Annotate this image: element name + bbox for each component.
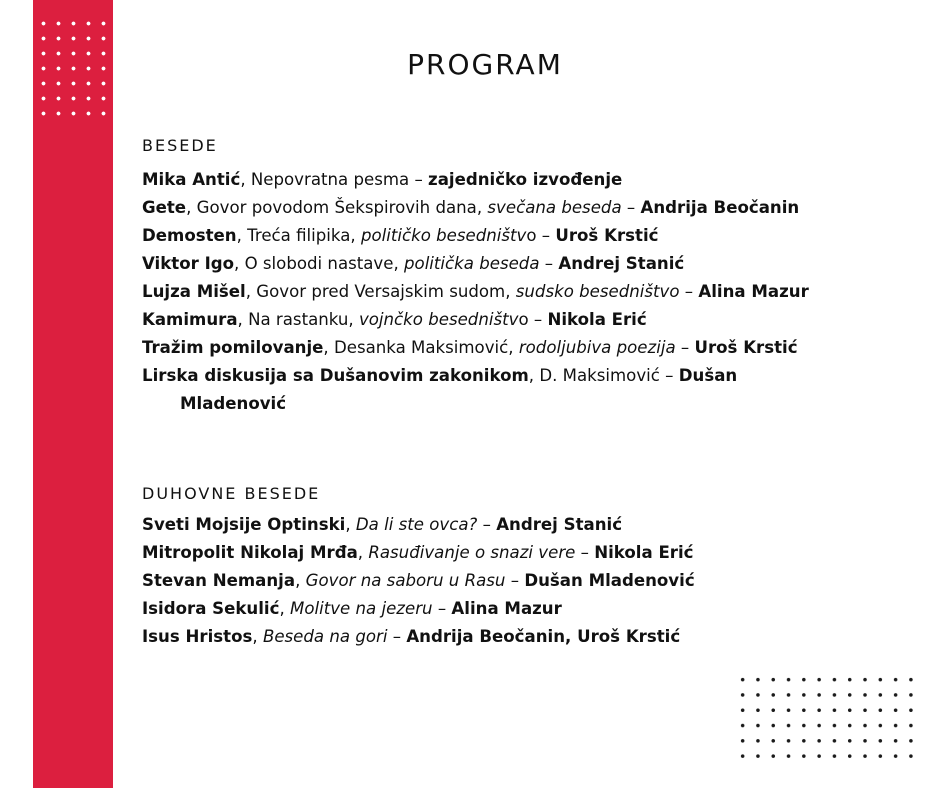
item-separator: –	[679, 282, 699, 301]
program-item	[142, 595, 902, 623]
item-performer: Nikola Erić	[547, 310, 647, 329]
item-author: Mika Antić	[142, 170, 241, 189]
item-separator: –	[505, 571, 525, 590]
item-performer: Nikola Erić	[594, 543, 694, 562]
section-heading-besede: BESEDE	[142, 136, 218, 155]
item-genre: političko besedništv	[360, 226, 527, 245]
item-performer: Andrej Stanić	[558, 254, 685, 273]
item-author: Demosten	[142, 226, 237, 245]
item-performer: Alina Mazur	[698, 282, 809, 301]
item-genre: Beseda na gori	[262, 627, 388, 646]
item-performer: Alina Mazur	[451, 599, 562, 618]
section-heading-duhovne-besede: DUHOVNE BESEDE	[142, 484, 321, 503]
item-text: ,	[345, 515, 356, 534]
program-item	[142, 539, 902, 567]
item-separator: o –	[518, 310, 548, 329]
item-text: , O slobodi nastave,	[234, 254, 405, 273]
item-separator: –	[621, 198, 641, 217]
item-text: ,	[252, 627, 263, 646]
item-performer-continued: Mladenović	[180, 394, 287, 413]
item-genre: Rasuđivanje o snazi vere	[368, 543, 576, 562]
item-author: Gete	[142, 198, 187, 217]
program-item	[142, 362, 902, 418]
item-performer: Dušan	[678, 366, 738, 385]
item-author: Lirska diskusija sa Dušanovim zakonikom	[142, 366, 529, 385]
item-separator: –	[539, 254, 559, 273]
item-author: Viktor Igo	[142, 254, 235, 273]
item-performer: Uroš Krstić	[555, 226, 659, 245]
item-author: Stevan Nemanja	[142, 571, 296, 590]
page-title: PROGRAM	[407, 48, 563, 81]
item-text: , Na rastanku,	[237, 310, 359, 329]
item-text: , Govor povodom Šekspirovih dana,	[186, 198, 488, 217]
item-text: , Desanka Maksimović,	[323, 338, 519, 357]
item-author: Tražim pomilovanje	[142, 338, 324, 357]
besede-list	[142, 166, 902, 418]
item-separator: –	[387, 627, 407, 646]
item-genre: svečana beseda	[487, 198, 622, 217]
item-performer: Andrija Beočanin, Uroš Krstić	[406, 627, 681, 646]
program-item	[142, 222, 902, 250]
duhovne-besede-list	[142, 511, 902, 651]
item-text: , Nepovratna pesma –	[240, 170, 429, 189]
program-item	[142, 623, 902, 651]
program-item	[142, 250, 902, 278]
item-text: , D. Maksimović –	[528, 366, 679, 385]
red-side-bar	[33, 0, 113, 788]
item-genre: sudsko besedništvo	[515, 282, 680, 301]
item-performer: Andrija Beočanin	[640, 198, 800, 217]
item-author: Kamimura	[142, 310, 238, 329]
item-separator: o –	[526, 226, 556, 245]
item-author: Isidora Sekulić	[142, 599, 280, 618]
item-text: ,	[279, 599, 291, 618]
item-genre: vojnčko besedništv	[358, 310, 519, 329]
item-author: Mitropolit Nikolaj Mrđa	[142, 543, 358, 562]
item-author: Sveti Mojsije Optinski	[142, 515, 346, 534]
program-item	[142, 334, 902, 362]
item-separator: –	[675, 338, 695, 357]
item-text: , Treća filipika,	[236, 226, 361, 245]
item-text: ,	[295, 571, 306, 590]
item-text: ,	[357, 543, 369, 562]
item-genre: Govor na saboru u Rasu	[305, 571, 506, 590]
item-genre: rodoljubiva poezija	[518, 338, 676, 357]
program-item	[142, 567, 902, 595]
dark-dot-pattern	[735, 672, 923, 768]
item-author: Lujza Mišel	[142, 282, 246, 301]
item-separator: –	[432, 599, 452, 618]
item-genre: Molitve na jezeru	[290, 599, 433, 618]
program-item	[142, 194, 902, 222]
item-genre: politička beseda	[404, 254, 540, 273]
item-separator: –	[575, 543, 595, 562]
item-separator: –	[477, 515, 497, 534]
item-genre: Da li ste ovca?	[355, 515, 478, 534]
program-item	[142, 166, 902, 194]
program-item	[142, 306, 902, 334]
item-performer: zajedničko izvođenje	[428, 170, 623, 189]
item-performer: Andrej Stanić	[496, 515, 623, 534]
item-text: , Govor pred Versajskim sudom,	[245, 282, 516, 301]
item-performer: Dušan Mladenović	[524, 571, 695, 590]
program-item	[142, 511, 902, 539]
item-author: Isus Hristos	[142, 627, 253, 646]
item-performer: Uroš Krstić	[694, 338, 798, 357]
program-item	[142, 278, 902, 306]
